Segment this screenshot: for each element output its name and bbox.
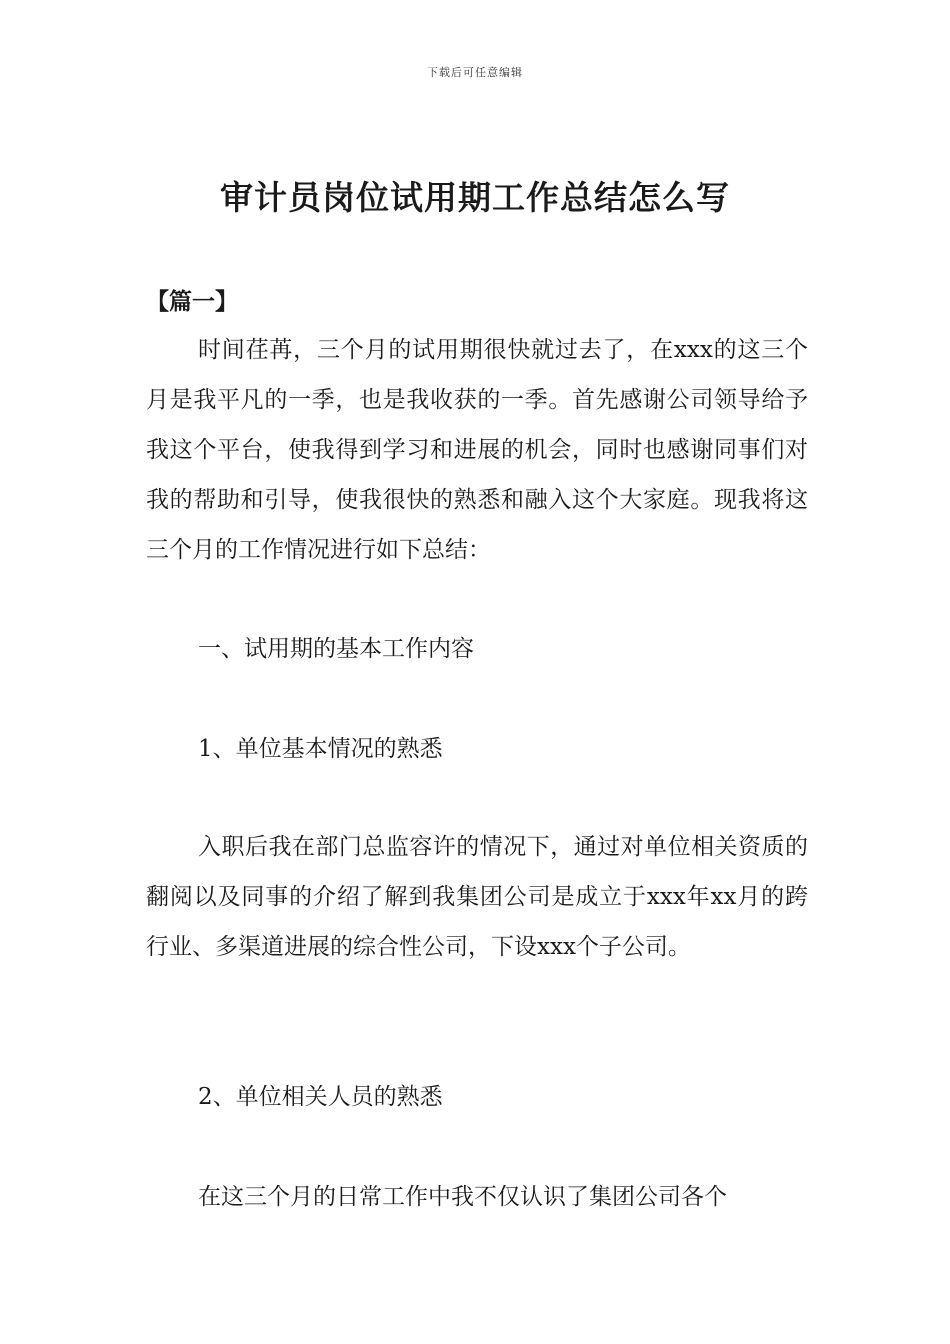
subheading-unit-staff: 2、单位相关人员的熟悉 [198,1084,443,1110]
unit-situation-paragraph: 入职后我在部门总监容许的情况下，通过对单位相关资质的翻阅以及同事的介绍了解到我集团公司是成立于xxx年xx月的跨行业、多渠道进展的综合性公司，下设xxx个子公司。 [146,834,808,960]
intro-paragraph: 时间荏苒，三个月的试用期很快就过去了，在xxx的这三个月是我平凡的一季，也是我收获的一季。首先感谢公司领导给予我这个平台，使我得到学习和进展的机会，同时也感谢同事们对我的帮助和引导，使我很快的熟悉和融入这个大家庭。现我将这三个月的工作情况进行如下总结： [146,337,808,563]
section-heading-basic-work: 一、试用期的基本工作内容 [198,636,474,662]
header-note: 下载后可任意编辑 [427,66,523,79]
subheading-unit-situation: 1、单位基本情况的熟悉 [198,736,443,762]
unit-staff-paragraph: 在这三个月的日常工作中我不仅认识了集团公司各个 [198,1184,727,1210]
section-label: 【篇一】 [146,288,238,315]
document-title: 审计员岗位试用期工作总结怎么写 [220,178,730,217]
